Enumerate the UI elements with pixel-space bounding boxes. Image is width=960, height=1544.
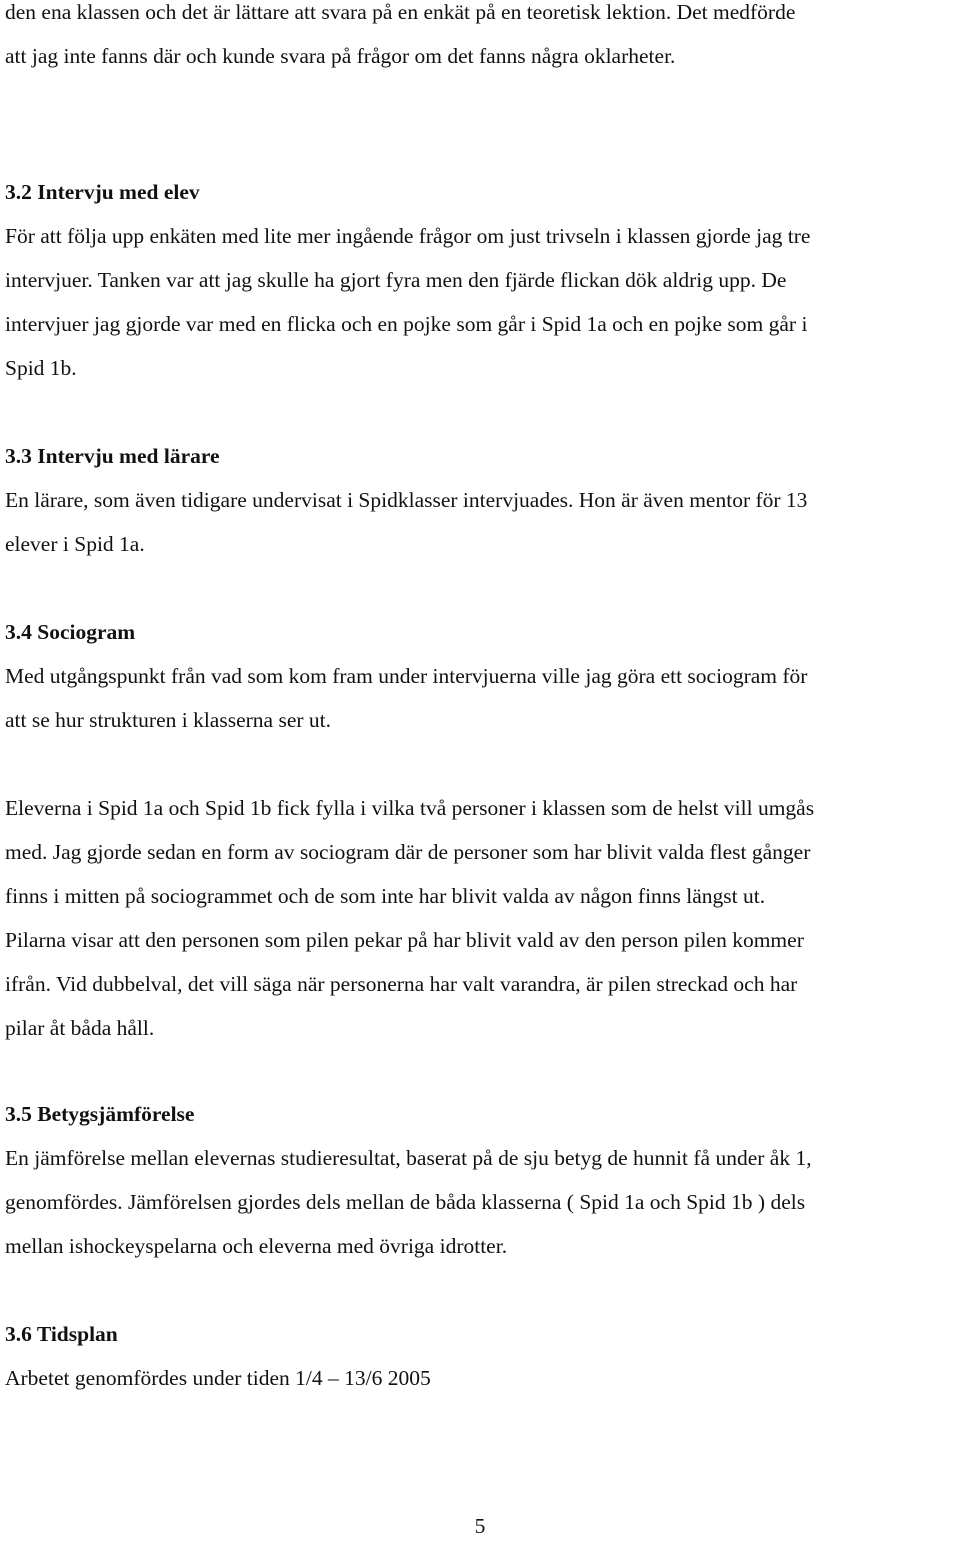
text-line: att jag inte fanns där och kunde svara på frågor om det fanns några oklarheter.	[5, 44, 676, 68]
paragraph	[5, 1356, 960, 1400]
text-line: ifrån. Vid dubbelval, det vill säga när personerna har valt varandra, är pilen streckad och har	[5, 972, 798, 996]
page-number: 5	[474, 1514, 486, 1538]
section-3-6	[5, 1312, 960, 1400]
section-3-3	[5, 434, 960, 566]
text-line: Med utgångspunkt från vad som kom fram under intervjuerna ville jag göra ett sociogram för	[5, 664, 808, 688]
text-line: För att följa upp enkäten med lite mer ingående frågor om just trivseln i klassen gjorde jag tre	[5, 224, 811, 248]
text-line: Eleverna i Spid 1a och Spid 1b fick fylla i vilka två personer i klassen som de helst vill umgås	[5, 796, 815, 820]
section-3-4	[5, 610, 960, 742]
paragraph	[5, 214, 960, 390]
text-line: finns i mitten på sociogrammet och de som inte har blivit valda av någon finns längst ut.	[5, 884, 766, 908]
text-line: En jämförelse mellan elevernas studieresultat, baserat på de sju betyg de hunnit få under åk 1,	[5, 1146, 812, 1170]
text-line: att se hur strukturen i klasserna ser ut.	[5, 708, 331, 732]
paragraph	[5, 654, 960, 742]
paragraph	[5, 1136, 960, 1268]
section-3-2	[5, 170, 960, 390]
text-line: Pilarna visar att den personen som pilen pekar på har blivit vald av den person pilen kommer	[5, 928, 804, 952]
section-heading: 3.5 Betygsjämförelse	[5, 1102, 195, 1126]
text-line: intervjuer. Tanken var att jag skulle ha gjort fyra men den fjärde flickan dök aldrig upp. De	[5, 268, 787, 292]
section-heading: 3.6 Tidsplan	[5, 1322, 118, 1346]
text-line: pilar åt båda håll.	[5, 1016, 155, 1040]
text-line: intervjuer jag gjorde var med en flicka och en pojke som går i Spid 1a och en pojke som går i	[5, 312, 808, 336]
text-line: Spid 1b.	[5, 356, 77, 380]
section-heading: 3.3 Intervju med lärare	[5, 444, 220, 468]
text-line: Arbetet genomfördes under tiden 1/4 – 13/6 2005	[5, 1366, 431, 1390]
paragraph	[5, 786, 960, 1050]
section-heading: 3.4 Sociogram	[5, 620, 136, 644]
intro-paragraph	[5, 0, 960, 78]
text-line: den ena klassen och det är lättare att svara på en enkät på en teoretisk lektion. Det medförde	[5, 0, 796, 24]
paragraph	[5, 478, 960, 566]
text-line: genomfördes. Jämförelsen gjordes dels mellan de båda klasserna ( Spid 1a och Spid 1b ) dels	[5, 1190, 806, 1214]
paragraph	[5, 0, 960, 78]
text-line: mellan ishockeyspelarna och eleverna med övriga idrotter.	[5, 1234, 508, 1258]
section-3-4-paragraph-2	[5, 786, 960, 1050]
section-3-5	[5, 1092, 960, 1268]
text-line: med. Jag gjorde sedan en form av sociogram där de personer som har blivit valda flest gånger	[5, 840, 811, 864]
text-line: elever i Spid 1a.	[5, 532, 145, 556]
text-line: En lärare, som även tidigare undervisat i Spidklasser intervjuades. Hon är även mentor för 13	[5, 488, 808, 512]
section-heading: 3.2 Intervju med elev	[5, 180, 200, 204]
